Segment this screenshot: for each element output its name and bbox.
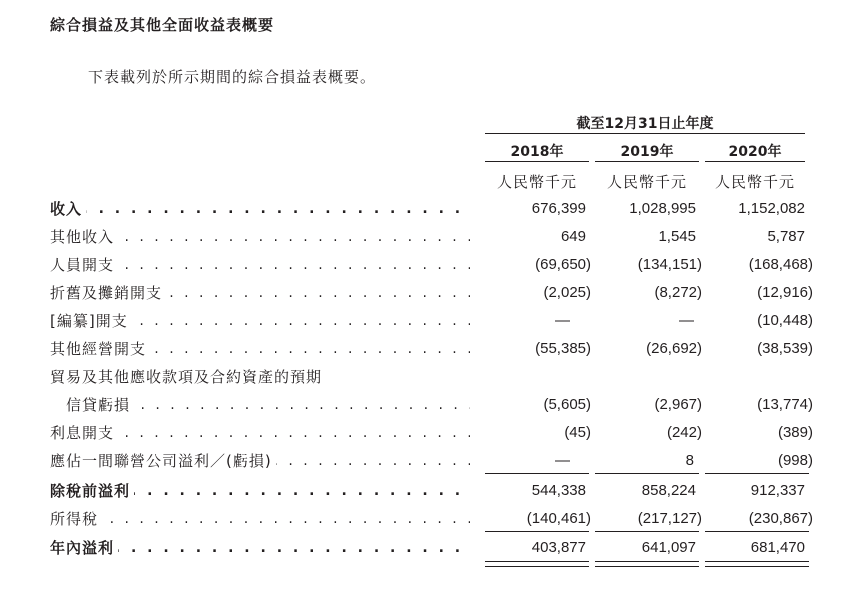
value-2019: (26,692) [646, 340, 702, 357]
subtotal-rule-2018 [485, 473, 589, 474]
table-row [0, 279, 865, 307]
table-row [0, 419, 865, 447]
table-row [0, 534, 865, 562]
row-label: 利息開支 . . . [50, 419, 470, 447]
subtotal-rule-2019 [595, 473, 699, 474]
value-2020: (230,867) [748, 510, 813, 527]
value-2020: (998) [777, 452, 813, 469]
value-2020: 5,787 [767, 228, 805, 245]
table-row [0, 195, 865, 223]
subtotal-rule-2020 [705, 473, 809, 474]
value-2019: — [679, 312, 694, 329]
row-label: 年內溢利 . . . [50, 534, 470, 562]
value-2018: 649 [560, 228, 586, 245]
row-label: 折舊及攤銷開支 . . . [50, 279, 470, 307]
total-rule-2020 [705, 531, 809, 532]
table-row [0, 391, 865, 419]
value-2018: (69,650) [535, 256, 591, 273]
value-2018: (45) [564, 424, 591, 441]
value-2020: 681,470 [750, 539, 805, 556]
value-2018: (140,461) [526, 510, 591, 527]
table-row [0, 363, 865, 391]
value-2020: (168,468) [748, 256, 813, 273]
value-2020: (389) [777, 424, 813, 441]
value-2018: 403,877 [531, 539, 586, 556]
value-2019: 1,545 [658, 228, 696, 245]
row-label: 貿易及其他應收款項及合約資產的預期 [50, 363, 470, 391]
value-2020: (13,774) [757, 396, 813, 413]
total-rule-2019 [595, 531, 699, 532]
year-header-2020: 2020年 [705, 141, 805, 162]
period-header: 截至12月31日止年度 [485, 113, 805, 134]
value-2019: 8 [685, 452, 694, 469]
value-2018: — [555, 452, 570, 469]
table-row [0, 477, 865, 505]
value-2020: (12,916) [757, 284, 813, 301]
row-label: 其他收入 . . . [50, 223, 470, 251]
value-2018: (5,605) [543, 396, 591, 413]
table-row [0, 505, 865, 533]
unit-label-2019: 人民幣千元 [606, 173, 687, 191]
value-2018: 676,399 [531, 200, 586, 217]
value-2019: 858,224 [641, 482, 696, 499]
value-2018: (2,025) [543, 284, 591, 301]
total-rule-2018 [485, 531, 589, 532]
row-label: 信貸虧損 . . . [66, 391, 470, 419]
value-2020: 912,337 [750, 482, 805, 499]
row-label: 人員開支 . . . [50, 251, 470, 279]
double-rule-2020 [705, 561, 809, 567]
value-2019: (2,967) [654, 396, 702, 413]
value-2020: (10,448) [757, 312, 813, 329]
table-row [0, 335, 865, 363]
row-label: 收入 . . . [50, 195, 470, 223]
table-row [0, 223, 865, 251]
row-label: 除稅前溢利 . . . [50, 477, 470, 505]
value-2019: 1,028,995 [629, 200, 696, 217]
row-label: 所得稅 . . . [50, 505, 470, 533]
value-2020: (38,539) [757, 340, 813, 357]
unit-label-2020: 人民幣千元 [714, 173, 795, 191]
row-label: 應佔一間聯營公司溢利／(虧損) . . . [50, 447, 470, 475]
section-heading: 綜合損益及其他全面收益表概要 [50, 16, 275, 34]
double-rule-2019 [595, 561, 699, 567]
table-row [0, 251, 865, 279]
table-row [0, 307, 865, 335]
year-header-2019: 2019年 [595, 141, 699, 162]
value-2020: 1,152,082 [738, 200, 805, 217]
value-2019: (217,127) [637, 510, 702, 527]
row-label: [編纂]開支 . . . [50, 307, 470, 335]
value-2019: (134,151) [637, 256, 702, 273]
intro-text: 下表載列於所示期間的綜合損益表概要。 [88, 68, 377, 86]
row-label: 其他經營開支 . . . [50, 335, 470, 363]
value-2019: 641,097 [641, 539, 696, 556]
table-row [0, 447, 865, 475]
value-2019: (242) [666, 424, 702, 441]
year-header-2018: 2018年 [485, 141, 589, 162]
value-2018: — [555, 312, 570, 329]
value-2018: 544,338 [531, 482, 586, 499]
value-2019: (8,272) [654, 284, 702, 301]
unit-label-2018: 人民幣千元 [496, 173, 577, 191]
value-2018: (55,385) [535, 340, 591, 357]
double-rule-2018 [485, 561, 589, 567]
